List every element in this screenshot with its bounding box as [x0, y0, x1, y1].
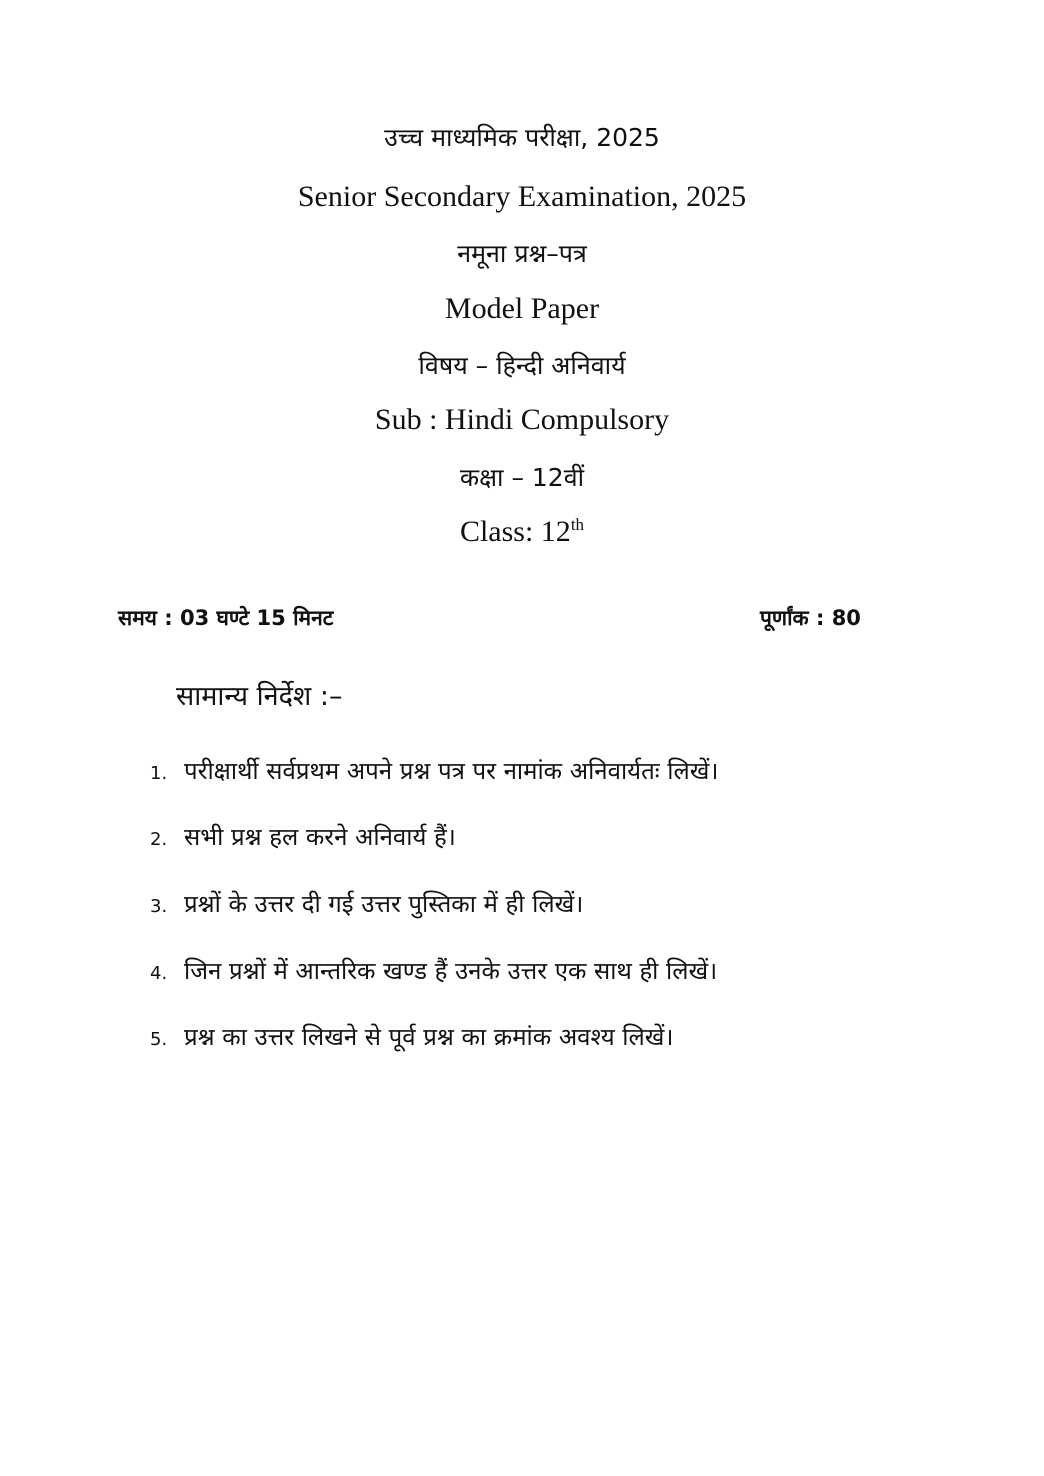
instruction-text: प्रश्नों के उत्तर दी गई उत्तर पुस्तिका में ही लिखें।: [184, 890, 584, 918]
paper-type-hindi: नमूना प्रश्न–पत्र: [457, 239, 587, 268]
instruction-item: [150, 1020, 673, 1053]
instruction-item: [150, 954, 717, 987]
instruction-text: प्रश्न का उत्तर लिखने से पूर्व प्रश्न का क्रमांक अवश्य लिखें।: [184, 1023, 674, 1051]
max-marks: पूर्णांक : 80: [760, 606, 861, 630]
subject-hindi: विषय – हिन्दी अनिवार्य: [418, 351, 626, 380]
subject-english: Sub : Hindi Compulsory: [374, 403, 670, 436]
time-allowed: समय : 03 घण्टे 15 मिनट: [118, 606, 334, 630]
class-english: [0, 515, 1044, 549]
instruction-item: [150, 887, 583, 920]
class-english-suffix: th: [570, 515, 585, 534]
instruction-item: [150, 820, 456, 853]
instruction-text: जिन प्रश्नों में आन्तरिक खण्ड हैं उनके उत्तर एक साथ ही लिखें।: [184, 957, 718, 985]
instruction-number: 2.: [150, 829, 168, 850]
paper-type-english: Model Paper: [444, 292, 600, 325]
instruction-item: [150, 754, 718, 787]
instruction-text: सभी प्रश्न हल करने अनिवार्य हैं।: [184, 823, 456, 851]
instruction-number: 3.: [150, 896, 168, 917]
instruction-text: परीक्षार्थी सर्वप्रथम अपने प्रश्न पत्र पर नामांक अनिवार्यतः लिखें।: [184, 757, 719, 785]
class-hindi: कक्षा – 12वीं: [459, 463, 585, 492]
instruction-number: 5.: [150, 1029, 168, 1050]
instruction-number: 1.: [150, 763, 168, 784]
instructions-heading: सामान्य निर्देश :–: [176, 681, 343, 712]
instruction-number: 4.: [150, 963, 168, 984]
exam-title-english: Senior Secondary Examination, 2025: [297, 180, 747, 213]
class-english-number: Class: 12: [459, 515, 571, 548]
exam-title-hindi: उच्च माध्यमिक परीक्षा, 2025: [384, 123, 660, 152]
